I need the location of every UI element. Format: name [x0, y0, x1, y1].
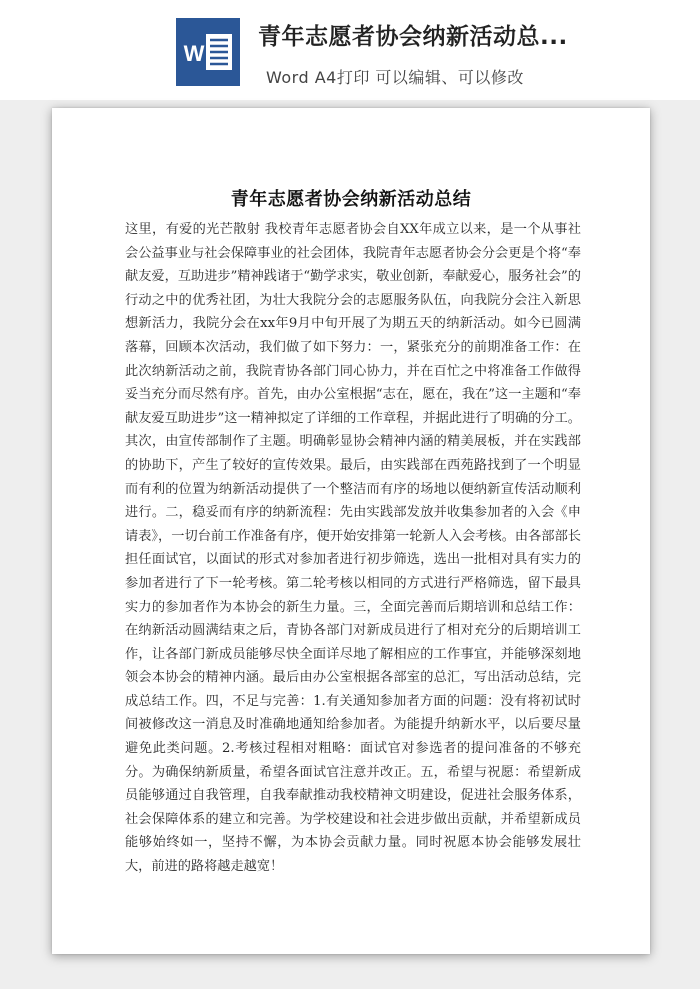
- page-title: 青年志愿者协会纳新活动总...: [258, 24, 568, 50]
- word-icon-letter: W: [183, 41, 205, 66]
- word-icon: [176, 18, 240, 86]
- header-bar: [0, 0, 700, 100]
- page-subtitle: Word A4打印 可以编辑、可以修改: [266, 68, 524, 87]
- document-body: 这里，有爱的光芒散射 我校青年志愿者协会自XX年成立以来，是一个从事社会公益事业与社会保障事业的社会团体，我院青年志愿者协会分会更是个将“奉献友爱，互助进步”精神践诸于“勤学求实，敬业创新，奉献爱心，服务社会”的行动之中的优秀社团，为壮大我院分会的志愿服务队伍，向我院分会注入新思想新活力，我院分会在xx年9月中旬开展了为期五天的纳新活动。如今已圆满落幕，回顾本次活动，我们做了如下努力：一，紧张充分的前期准备工作：在此次纳新活动之前，我院青协各部门同心协力，并在百忙之中将准备工作做得妥当充分而尽然有序。首先，由办公室根据“志在，愿在，我在”这一主题和“奉献友爱互助进步”这一精神拟定了详细的工作章程，并据此进行了明确的分工。其次，由宣传部制作了主题。明确彰显协会精神内涵的精美展板，并在实践部的协助下，产生了较好的宣传效果。最后，由实践部在西苑路找到了一个明显而有利的位置为纳新活动提供了一个整洁而有序的场地以便纳新宣传活动顺利进行。二，稳妥而有序的纳新流程：先由实践部发放并收集参加者的入会《申请表》，一切台前工作准备有序，便开始安排第一轮新人入会考核。由各部部长担任面试官，以面试的形式对参加者进行初步筛选，选出一批相对具有实力的参加者进行了下一轮考核。第二轮考核以相同的方式进行严格筛选，留下最具实力的参加者作为本协会的新生力量。三，全面完善而后期培训和总结工作：在纳新活动圆满结束之后，青协各部门对新成员进行了相对充分的后期培训工作，让各部门新成员能够尽快全面详尽地了解相应的工作事宜，并能够深刻地领会本协会的精神内涵。最后由办公室根据各部室的总汇，写出活动总结，完成总结工作。四，不足与完善：1.有关通知参加者方面的问题：没有将初试时间被修改这一消息及时准确地通知给参加者。为能提升纳新水平，以后要尽量避免此类问题。2.考核过程相对粗略：面试官对参选者的提问准备的不够充分。为确保纳新质量，希望各面试官注意并改正。五，希望与祝愿：希望新成员能够通过自我管理，自我奉献推动我校精神文明建设，促进社会服务体系，社会保障体系的建立和完善。为学校建设和社会进步做出贡献，并希望新成员能够始终如一，坚持不懈，为本协会贡献力量。同时祝愿本协会能够发展壮大，前进的路将越走越宽！: [125, 222, 581, 875]
- document-page: [52, 108, 650, 954]
- document-title: 青年志愿者协会纳新活动总结: [230, 189, 472, 210]
